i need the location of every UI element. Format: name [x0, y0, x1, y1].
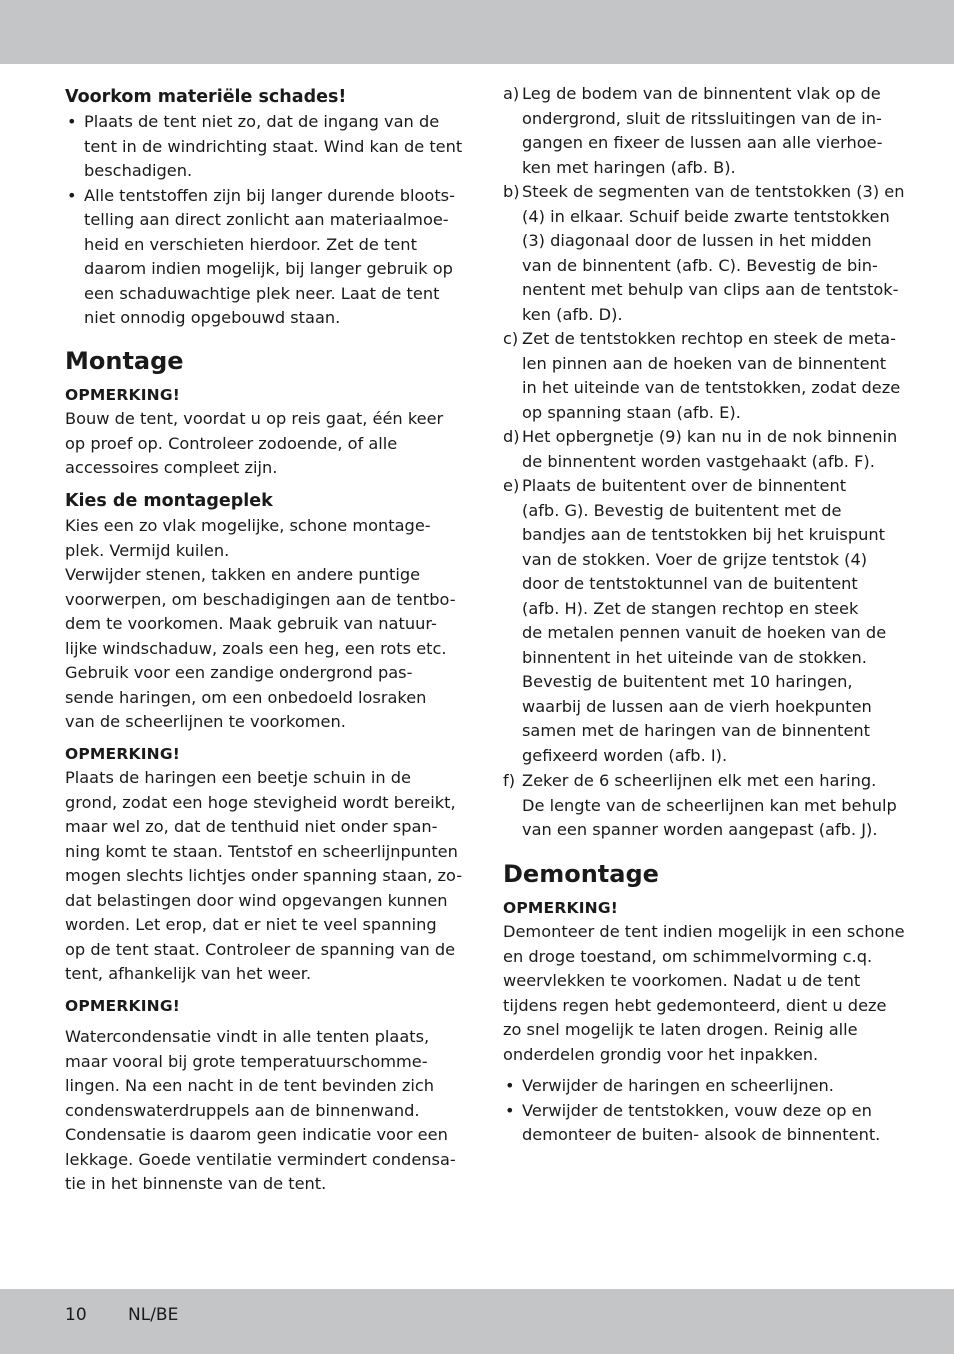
note-line: grond, zodat een hoge stevigheid wordt bereikt, — [65, 792, 456, 812]
step-line: Steek de segmenten van de tentstokken (3) en — [522, 182, 905, 201]
step-line: samen met de haringen van de binnentent — [522, 721, 871, 740]
note-label: OPMERKING! — [65, 386, 181, 404]
step-line: waarbij de lussen aan de vierh hoekpunten — [522, 696, 872, 716]
note-line: Plaats de haringen een beetje schuin in de — [65, 768, 411, 787]
step-line: bandjes aan de tentstokken bij het kruispunt — [522, 525, 886, 544]
note-line: maar wel zo, dat de tenthuid niet onder span- — [65, 817, 438, 836]
step-marker: e) — [503, 476, 520, 495]
step-line: gefixeerd worden (afb. I). — [522, 745, 728, 765]
bullet-line: Verwijder de haringen en scheerlijnen. — [522, 1076, 834, 1095]
step-line: Plaats de buitentent over de binnentent — [522, 476, 847, 495]
bullet-marker: • — [505, 1100, 515, 1120]
body-line: lijke windschaduw, zoals een heg, een rots etc. — [65, 638, 447, 658]
body-line: plek. Vermijd kuilen. — [65, 540, 230, 560]
note-line: ning komt te staan. Tentstof en scheerlijnpunten — [65, 841, 458, 861]
step-line: Bevestig de buitentent met 10 haringen, — [522, 672, 853, 691]
note-line: Bouw de tent, voordat u op reis gaat, één keer — [65, 409, 444, 428]
note-line: lekkage. Goede ventilatie vermindert condensa- — [65, 1149, 456, 1169]
body-line: sende haringen, om een onbedoeld losraken — [65, 687, 427, 707]
bullet-marker: • — [67, 112, 77, 131]
step-line: ondergrond, sluit de ritssluitingen van de in- — [522, 108, 882, 128]
bullet-line: Verwijder de tentstokken, vouw deze op en — [522, 1100, 872, 1120]
step-line: de binnentent worden vastgehaakt (afb. F). — [522, 451, 875, 471]
note-line: maar vooral bij grote temperatuurschomme- — [65, 1051, 428, 1071]
step-line: (afb. G). Bevestig de buitentent met de — [522, 500, 842, 520]
note-line: onderdelen grondig voor het inpakken. — [503, 1044, 819, 1064]
montage-heading: Montage — [65, 347, 184, 375]
step-line: nentent met behulp van clips aan de tentstok- — [522, 280, 899, 299]
step-line: Zeker de 6 scheerlijnen elk met een haring. — [522, 771, 877, 790]
note-label: OPMERKING! — [65, 745, 181, 763]
damage-item-line: daarom indien mogelijk, bij langer gebruik op — [84, 259, 453, 278]
bullet-marker: • — [505, 1076, 515, 1095]
step-marker: c) — [503, 329, 519, 348]
step-line: van de binnentent (afb. C). Bevestig de bin- — [522, 255, 878, 275]
note-line: Watercondensatie vindt in alle tenten plaats, — [65, 1027, 430, 1046]
step-marker: f) — [503, 771, 516, 790]
step-line: de metalen pennen vanuit de hoeken van de — [522, 623, 887, 642]
note-line: mogen slechts lichtjes onder spanning staan, zo- — [65, 866, 463, 885]
step-line: (3) diagonaal door de lussen in het midden — [522, 231, 872, 250]
site-heading: Kies de montageplek — [65, 491, 273, 511]
note-line: dat belastingen door wind opgevangen kunnen — [65, 890, 448, 910]
note-line: zo snel mogelijk te laten drogen. Reinig alle — [503, 1020, 858, 1039]
note-line: condenswaterdruppels aan de binnenwand. — [65, 1100, 420, 1120]
step-marker: a) — [503, 84, 520, 103]
note-line: en droge toestand, om schimmelvorming c.q. — [503, 946, 873, 966]
step-marker: b) — [503, 182, 520, 201]
step-line: door de tentstoktunnel van de buitentent — [522, 574, 858, 593]
step-line: (afb. H). Zet de stangen rechtop en steek — [522, 598, 859, 618]
damage-item-line: tent in de windrichting staat. Wind kan de tent — [84, 136, 463, 156]
damage-item-line: beschadigen. — [84, 161, 193, 180]
step-line: ken (afb. D). — [522, 304, 623, 324]
note-line: Demonteer de tent indien mogelijk in een schone — [503, 922, 905, 941]
body-line: Gebruik voor een zandige ondergrond pas- — [65, 663, 413, 682]
note-line: tijdens regen hebt gedemonteerd, dient u deze — [503, 995, 887, 1015]
body-line: Kies een zo vlak mogelijke, schone montage- — [65, 516, 431, 535]
note-line: weervlekken te voorkomen. Nadat u de tent — [503, 971, 861, 990]
damage-item-line: Plaats de tent niet zo, dat de ingang van de — [84, 112, 440, 131]
note-line: tie in het binnenste van de tent. — [65, 1174, 327, 1193]
step-line: op spanning staan (afb. E). — [522, 402, 741, 422]
step-line: De lengte van de scheerlijnen kan met behulp — [522, 795, 897, 815]
step-line: ken met haringen (afb. B). — [522, 157, 736, 177]
demontage-heading: Demontage — [503, 860, 659, 888]
step-line: Zet de tentstokken rechtop en steek de meta- — [522, 329, 896, 348]
body-line: Verwijder stenen, takken en andere puntige — [65, 565, 421, 584]
note-line: op de tent staat. Controleer de spanning van de — [65, 939, 456, 959]
note-line: tent, afhankelijk van het weer. — [65, 964, 312, 983]
damage-item-line: niet onnodig opgebouwd staan. — [84, 308, 341, 327]
note-label: OPMERKING! — [65, 997, 181, 1015]
step-marker: d) — [503, 427, 520, 446]
damage-item-line: Alle tentstoffen zijn bij langer durende bloots- — [84, 185, 455, 205]
damage-item-line: heid en verschieten hierdoor. Zet de tent — [84, 234, 417, 254]
header-bar — [0, 0, 954, 64]
body-line: dem te voorkomen. Maak gebruik van natuur- — [65, 614, 437, 633]
step-line: (4) in elkaar. Schuif beide zwarte tentstokken — [522, 206, 890, 226]
note-line: worden. Let erop, dat er niet te veel spanning — [65, 915, 437, 934]
body-line: voorwerpen, om beschadigingen aan de tentbo- — [65, 589, 456, 609]
note-label: OPMERKING! — [503, 899, 619, 917]
damage-item-line: een schaduwachtige plek neer. Laat de tent — [84, 283, 440, 303]
step-line: gangen en fixeer de lussen aan alle vierhoe- — [522, 133, 883, 152]
note-line: lingen. Na een nacht in de tent bevinden zich — [65, 1076, 435, 1095]
note-line: op proef op. Controleer zodoende, of alle — [65, 433, 398, 453]
step-line: in het uiteinde van de tentstokken, zodat deze — [522, 378, 901, 397]
bullet-marker: • — [67, 185, 77, 205]
step-line: van een spanner worden aangepast (afb. J). — [522, 820, 878, 839]
note-line: accessoires compleet zijn. — [65, 458, 278, 477]
step-line: len pinnen aan de hoeken van de binnentent — [522, 353, 887, 373]
body-line: van de scheerlijnen te voorkomen. — [65, 712, 346, 731]
damage-item-line: telling aan direct zonlicht aan materiaalmoe- — [84, 210, 449, 229]
step-line: binnentent in het uiteinde van de stokken. — [522, 647, 867, 667]
page-number: 10 — [65, 1305, 87, 1325]
note-line: Condensatie is daarom geen indicatie voor een — [65, 1125, 448, 1144]
step-line: van de stokken. Voer de grijze tentstok (4) — [522, 549, 868, 569]
bullet-line: demonteer de buiten- alsook de binnentent. — [522, 1125, 881, 1144]
step-line: Het opbergnetje (9) kan nu in de nok binnenin — [522, 427, 898, 446]
step-line: Leg de bodem van de binnentent vlak op de — [522, 84, 881, 103]
damage-heading: Voorkom materiële schades! — [65, 87, 347, 107]
language-code: NL/BE — [128, 1305, 179, 1325]
